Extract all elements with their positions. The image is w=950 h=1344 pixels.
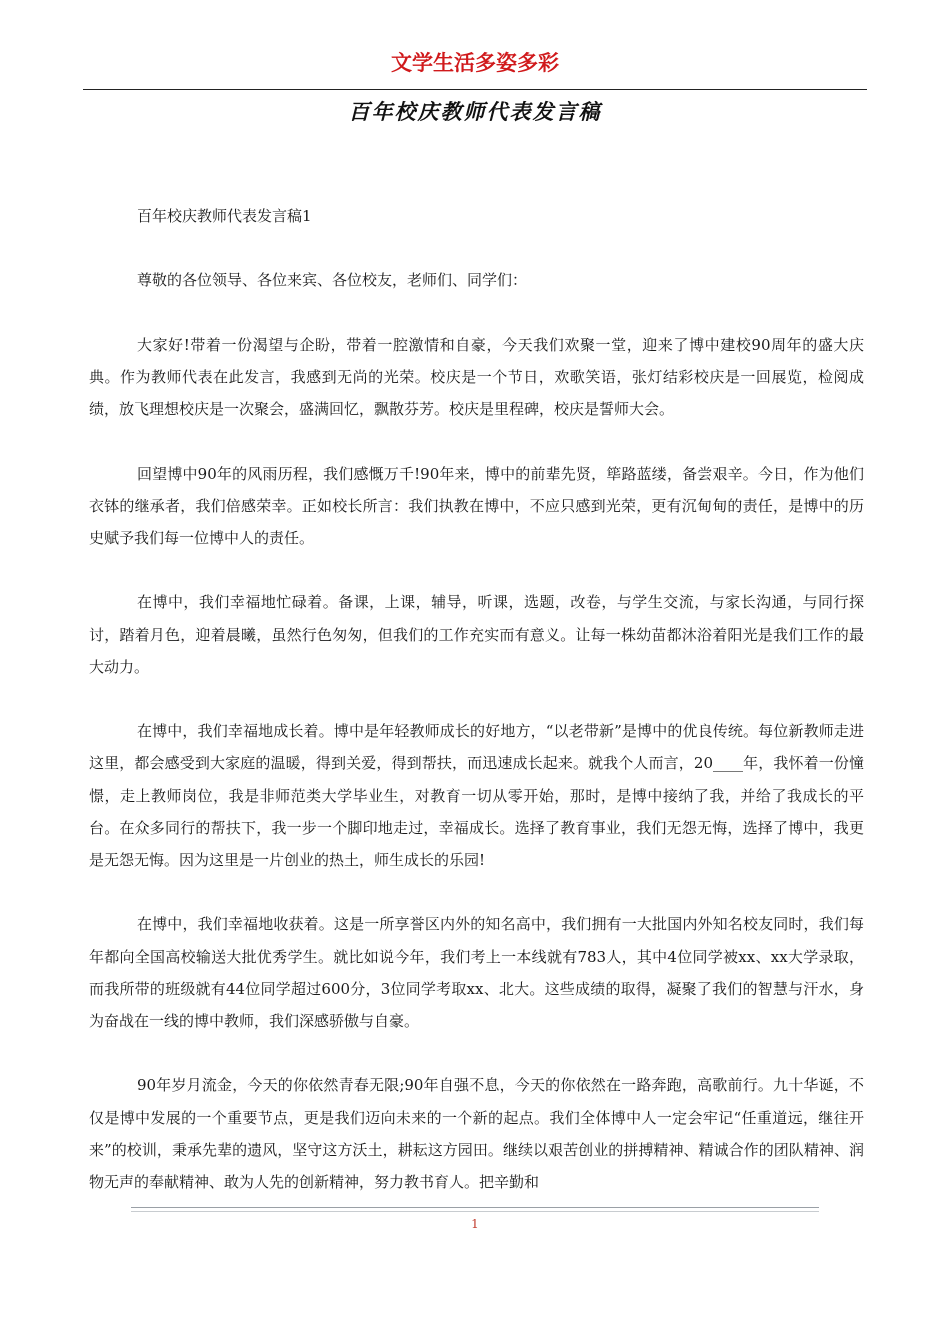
footer-divider [131,1207,819,1208]
paragraph-salutation: 尊敬的各位领导、各位来宾、各位校友，老师们、同学们： [137,271,528,290]
document-body [89,200,864,1198]
paragraph: 在博中，我们幸福地收获着。这是一所享誉区内外的知名高中，我们拥有一大批国内外知名校友同时，我们每年都向全国高校输送大批优秀学生。就比如说今年，我们考上一本线就有783人，其中4位同学被xx、xx大学录取，而我所带的班级就有44位同学超过600分，3位同学考取xx、北大。这些成绩的取得，凝聚了我们的智慧与汗水，身为奋战在一线的博中教师，我们深感骄傲与自豪。 [89,915,864,1030]
paragraph: 在博中，我们幸福地成长着。博中是年轻教师成长的好地方，“以老带新”是博中的优良传统。每位新教师走进这里，都会感受到大家庭的温暖，得到关爱，得到帮扶，而迅速成长起来。就我个人而言，20____年，我怀着一份憧憬，走上教师岗位，我是非师范类大学毕业生，对教育一切从零开始，那时，是博中接纳了我，并给了我成长的平台。在众多同行的帮扶下，我一步一个脚印地走过，幸福成长。选择了教育事业，我们无怨无悔，选择了博中，我更是无怨无悔。因为这里是一片创业的热土，师生成长的乐园! [89,722,864,869]
paragraph: 回望博中90年的风雨历程，我们感慨万千!90年来，博中的前辈先贤，筚路蓝缕，备尝艰辛。今日，作为他们衣钵的继承者，我们倍感荣幸。正如校长所言：我们执教在博中，不应只感到光荣，更有沉甸甸的责任，是博中的历史赋予我们每一位博中人的责任。 [89,464,864,547]
footer-divider-secondary [131,1211,819,1212]
header-brand-title: 文学生活多姿多彩 [391,51,559,75]
paragraph-heading: 百年校庆教师代表发言稿1 [137,207,312,225]
page-number: 1 [471,1217,479,1231]
document-title: 百年校庆教师代表发言稿 [348,99,602,124]
paragraph: 大家好!带着一份渴望与企盼，带着一腔激情和自豪，今天我们欢聚一堂，迎来了博中建校90周年的盛大庆典。作为教师代表在此发言，我感到无尚的光荣。校庆是一个节日，欢歌笑语，张灯结彩校庆是一回展览，检阅成绩，放飞理想校庆是一次聚会，盛满回忆，飘散芬芳。校庆是里程碑，校庆是誓师大会。 [89,335,864,419]
paragraph: 90年岁月流金，今天的你依然青春无限;90年自强不息，今天的你依然在一路奔跑，高歌前行。九十华诞，不仅是博中发展的一个重要节点，更是我们迈向未来的一个新的起点。我们全体博中人一定会牢记“任重道远，继往开来”的校训，秉承先辈的遗风，坚守这方沃土，耕耘这方园田。继续以艰苦创业的拼搏精神、精诚合作的团队精神、润物无声的奉献精神、敢为人先的创新精神，努力教书育人。把辛勤和 [89,1076,864,1191]
header-divider [83,89,867,90]
paragraph: 在博中，我们幸福地忙碌着。备课，上课，辅导，听课，选题，改卷，与学生交流，与家长沟通，与同行探讨，踏着月色，迎着晨曦，虽然行色匆匆，但我们的工作充实而有意义。让每一株幼苗都沐浴着阳光是我们工作的最大动力。 [89,593,864,676]
